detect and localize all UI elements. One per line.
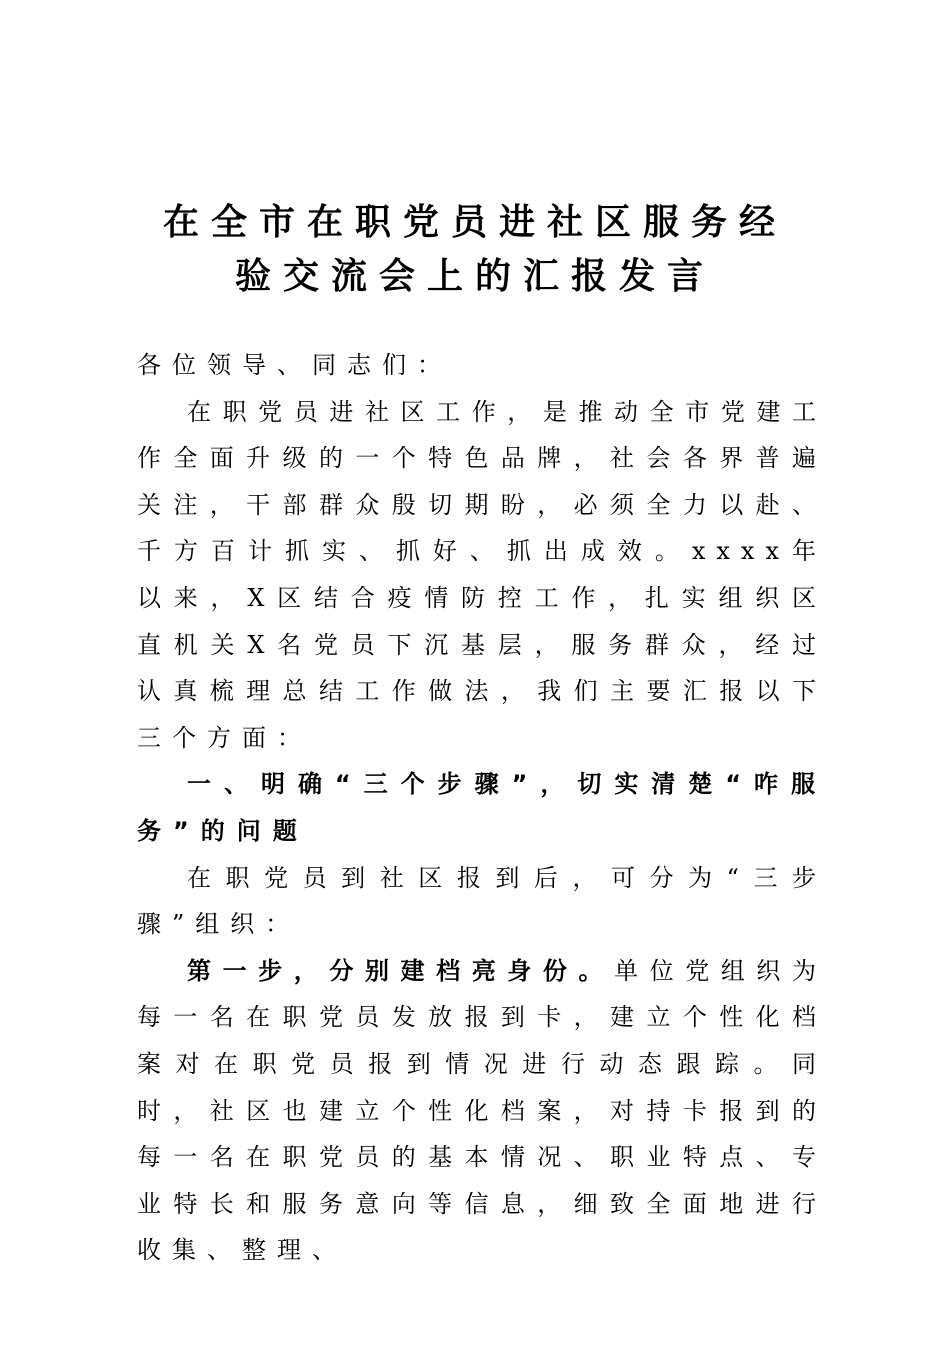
title-line-2: 验交流会上的汇报发言: [234, 256, 715, 297]
salutation: 各位领导、同志们：: [137, 351, 452, 379]
document-title: [120, 196, 830, 304]
section-1-intro: 在职党员到社区报到后，可分为“三步骤”组织：: [137, 863, 827, 939]
document-body: [137, 342, 827, 1274]
step-1-lead: 第一步，分别建档亮身份。: [187, 956, 615, 985]
intro-paragraph: 在职党员进社区工作，是推动全市党建工作全面升级的一个特色品牌，社会各界普遍关注，干部群众殷切期盼，必须全力以赴、千方百计抓实、抓好、抓出成效。xxxx年以来，X区结合疫情防控工作，扎实组织区直机关X名党员下沉基层，服务群众，经过认真梳理总结工作做法，我们主要汇报以下三个方面：: [137, 397, 827, 752]
step-1-paragraph: [137, 948, 827, 1274]
step-1-text: 单位党组织为每一名在职党员发放报到卡，建立个性化档案对在职党员报到情况进行动态跟踪。同时，社区也建立个性化档案，对持卡报到的每一名在职党员的基本情况、职业特点、专业特长和服务意向等信息，细致全面地进行收集、整理、: [137, 956, 828, 1265]
section-1-heading: 一、明确“三个步骤”，切实清楚“咋服务”的问题: [137, 770, 827, 845]
title-line-1: 在全市在职党员进社区服务经: [162, 202, 787, 243]
